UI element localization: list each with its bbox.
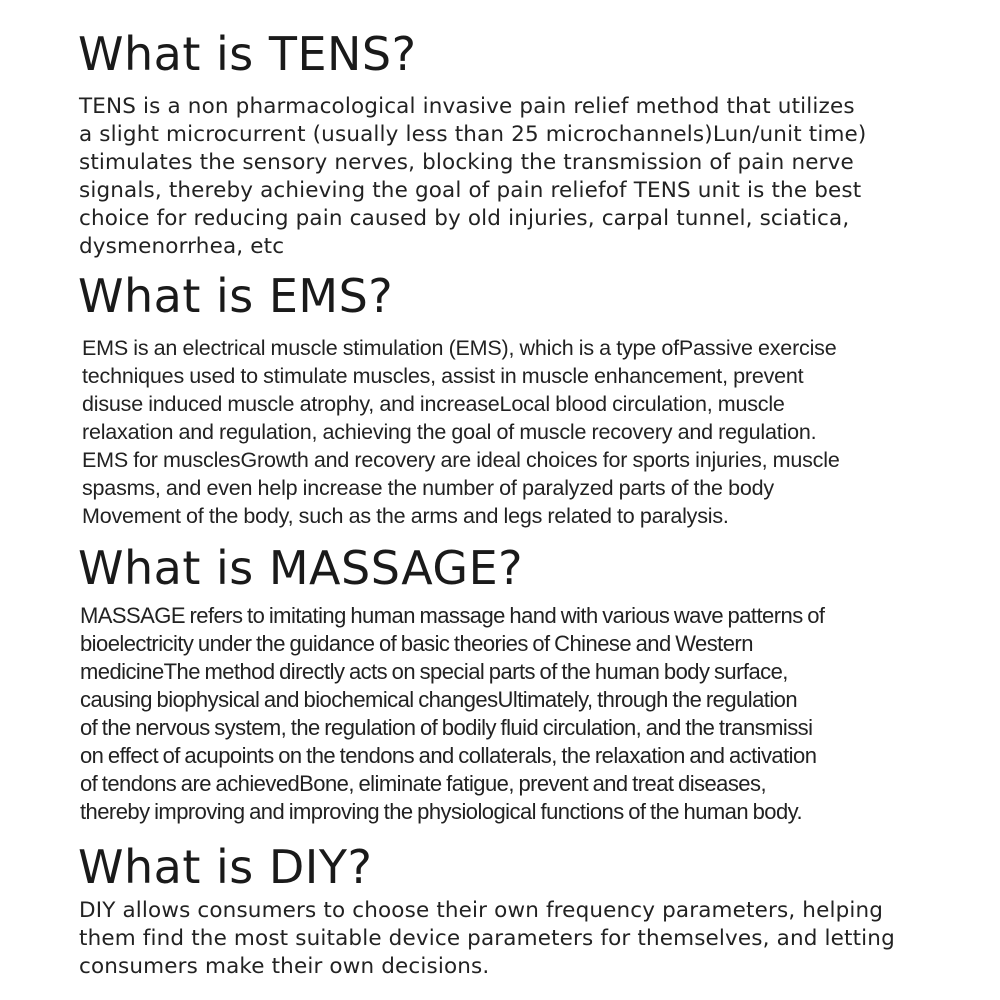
body-line: DIY allows consumers to choose their own frequency parameters, helping	[79, 898, 884, 923]
section-body-ems	[82, 334, 840, 530]
body-line: relaxation and regulation, achieving the goal of muscle recovery and regulation.	[82, 420, 817, 444]
body-line: causing biophysical and biochemical changesUltimately, through the regulation	[80, 687, 798, 712]
section-title-massage: What is MASSAGE?	[78, 541, 524, 595]
section-title-ems: What is EMS?	[78, 269, 394, 323]
body-line: them find the most suitable device parameters for themselves, and letting	[79, 926, 895, 951]
section-title-tens: What is TENS?	[78, 27, 417, 81]
body-line: disuse induced muscle atrophy, and increaseLocal blood circulation, muscle	[82, 392, 785, 416]
body-line: MASSAGE refers to imitating human massage hand with various wave patterns of	[80, 603, 825, 628]
body-line: TENS is a non pharmacological invasive pain relief method that utilizes	[79, 94, 855, 119]
body-line: EMS for musclesGrowth and recovery are ideal choices for sports injuries, muscle	[82, 448, 840, 472]
body-line: of tendons are achievedBone, eliminate fatigue, prevent and treat diseases,	[80, 771, 767, 796]
body-line: spasms, and even help increase the number of paralyzed parts of the body	[82, 476, 774, 500]
body-line: thereby improving and improving the physiological functions of the human body.	[80, 799, 803, 824]
body-line: on effect of acupoints on the tendons and collaterals, the relaxation and activation	[80, 743, 817, 768]
body-line: techniques used to stimulate muscles, assist in muscle enhancement, prevent	[82, 364, 804, 388]
section-body-diy	[79, 897, 895, 981]
section-title-diy: What is DIY?	[78, 840, 373, 894]
body-line: a slight microcurrent (usually less than 25 microchannels)Lun/unit time)	[79, 122, 867, 147]
body-line: signals, thereby achieving the goal of pain reliefof TENS unit is the best	[79, 178, 862, 203]
body-line: bioelectricity under the guidance of basic theories of Chinese and Western	[80, 631, 753, 656]
body-line: of the nervous system, the regulation of bodily fluid circulation, and the transmissi	[80, 715, 813, 740]
body-line: stimulates the sensory nerves, blocking the transmission of pain nerve	[79, 150, 854, 175]
body-line: choice for reducing pain caused by old injuries, carpal tunnel, sciatica,	[79, 206, 850, 231]
body-line: medicineThe method directly acts on special parts of the human body surface,	[80, 659, 788, 684]
body-line: dysmenorrhea, etc	[79, 234, 285, 259]
body-line: consumers make their own decisions.	[79, 954, 490, 979]
body-line: Movement of the body, such as the arms and legs related to paralysis.	[82, 504, 729, 528]
section-body-tens	[79, 93, 866, 261]
section-body-massage	[80, 602, 824, 826]
body-line: EMS is an electrical muscle stimulation (EMS), which is a type ofPassive exercise	[82, 336, 837, 360]
